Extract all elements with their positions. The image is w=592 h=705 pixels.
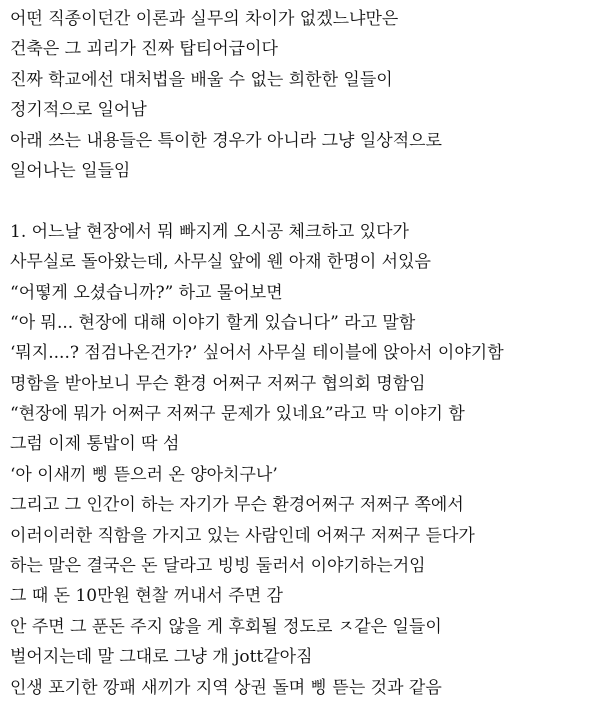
story-line: 그 때 돈 10만원 현찰 꺼내서 주면 감 (10, 586, 283, 607)
story-line: “현장에 뭐가 어쩌구 저쩌구 문제가 있네요”라고 막 이야기 함 (10, 404, 465, 425)
story-paragraph (10, 217, 588, 703)
intro-line: 일어나는 일들임 (10, 160, 131, 181)
intro-line: 어떤 직종이던간 이론과 실무의 차이가 없겠느냐만은 (10, 9, 399, 29)
intro-line: 건축은 그 괴리가 진짜 탑티어급이다 (10, 39, 278, 60)
story-line: 안 주면 그 푼돈 주지 않을 게 후회될 정도로 ㅈ같은 일들이 (10, 616, 442, 637)
intro-line: 아래 쓰는 내용들은 특이한 경우가 아니라 그냥 일상적으로 (10, 130, 442, 151)
story-line: 벌어지는데 말 그대로 그냥 개 jott같아짐 (10, 647, 313, 668)
story-line: “어떻게 오셨습니까?” 하고 물어보면 (10, 282, 283, 303)
intro-paragraph (10, 4, 588, 186)
document-body (10, 4, 588, 703)
story-line: 1. 어느날 현장에서 뭐 빠지게 오시공 체크하고 있다가 (10, 221, 409, 242)
paragraph-spacer (10, 186, 588, 216)
story-line: ‘뭐지....? 점검나온건가?’ 싶어서 사무실 테이블에 앉아서 이야기함 (10, 343, 504, 364)
story-line: 인생 포기한 깡패 새끼가 지역 상권 돌며 삥 뜯는 것과 같음 (10, 677, 442, 698)
intro-line: 정기적으로 일어남 (10, 100, 147, 121)
story-line: 그럼 이제 통밥이 딱 섬 (10, 434, 180, 455)
story-line: “아 뭐... 현장에 대해 이야기 할게 있습니다” 라고 말함 (10, 312, 416, 333)
story-line: 하는 말은 결국은 돈 달라고 빙빙 둘러서 이야기하는거임 (10, 556, 426, 577)
intro-line: 진짜 학교에선 대처법을 배울 수 없는 희한한 일들이 (10, 69, 393, 90)
story-line: 이러이러한 직함을 가지고 있는 사람인데 어쩌구 저쩌구 듣다가 (10, 525, 475, 546)
story-line: 그리고 그 인간이 하는 자기가 무슨 환경어쩌구 저쩌구 쪽에서 (10, 495, 464, 516)
story-line: ‘아 이새끼 삥 뜯으러 온 양아치구나’ (10, 464, 278, 485)
story-line: 사무실로 돌아왔는데, 사무실 앞에 웬 아재 한명이 서있음 (10, 252, 431, 273)
story-line: 명함을 받아보니 무슨 환경 어쩌구 저쩌구 협의회 명함임 (10, 373, 426, 394)
